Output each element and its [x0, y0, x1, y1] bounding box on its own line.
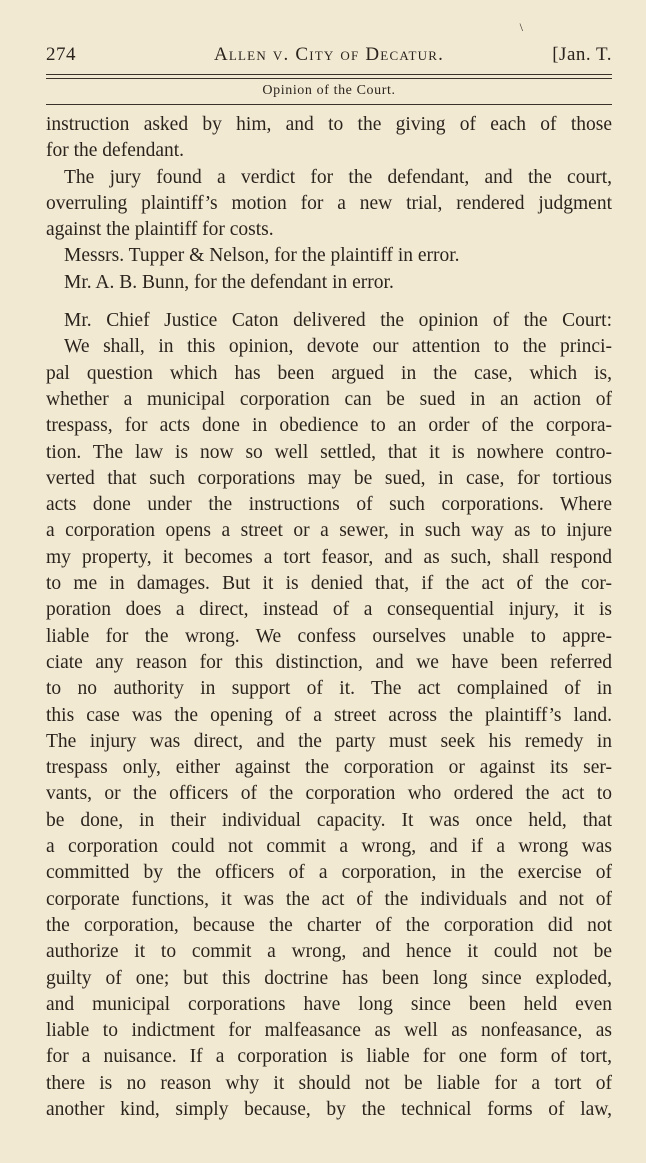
text-line: for a nuisance. If a corporation is liable for one form of tort, — [46, 1046, 612, 1068]
running-title: Allen v. City of Decatur. — [213, 44, 445, 65]
text-line: acts done under the instructions of such corporations. Where — [46, 494, 612, 516]
text-line: there is no reason why it should not be liable for a tort of — [46, 1072, 612, 1094]
text-line: pal question which has been argued in the case, which is, — [46, 362, 612, 384]
paragraph-gap — [46, 296, 612, 308]
body-text — [46, 112, 612, 1123]
margin-mark: \ — [519, 20, 523, 34]
text-line: trespass, for acts done in obedience to an order of the corpora- — [46, 415, 612, 437]
text-line: trespass only, either against the corporation or against its ser- — [46, 757, 612, 779]
text-line: verted that such corporations may be sued, in case, for tortious — [46, 467, 612, 489]
subheader-rule — [46, 104, 612, 105]
text-line: vants, or the officers of the corporation who ordered the act to — [46, 783, 612, 805]
text-line: my property, it becomes a tort feasor, and as such, shall respond — [46, 546, 612, 568]
text-line: We shall, in this opinion, devote our attention to the princi- — [64, 336, 612, 358]
text-line: committed by the officers of a corporation, in the exercise of — [46, 862, 612, 884]
text-line: to no authority in support of it. The act complained of in — [46, 678, 612, 700]
text-line: whether a municipal corporation can be sued in an action of — [46, 388, 612, 410]
text-line: authorize it to commit a wrong, and hence it could not be — [46, 941, 612, 963]
text-line: the corporation, because the charter of the corporation did not — [46, 914, 612, 936]
text-line: and municipal corporations have long since been held even — [46, 993, 612, 1015]
running-header — [46, 44, 612, 74]
text-line: overruling plaintiff’s motion for a new trial, rendered judgment — [46, 192, 612, 214]
text-line: another kind, simply because, by the technical forms of law, — [46, 1098, 612, 1120]
text-line: be done, in their individual capacity. It was once held, that — [46, 809, 612, 831]
text-line: Messrs. Tupper & Nelson, for the plaintiff in error. — [64, 245, 460, 267]
section-subheader: Opinion of the Court. — [262, 83, 396, 98]
text-line: ciate any reason for this distinction, and we have been referred — [46, 651, 612, 673]
text-line: a corporation could not commit a wrong, and if a wrong was — [46, 836, 612, 858]
term-label: [Jan. T. — [552, 44, 612, 65]
text-line: liable to indictment for malfeasance as well as nonfeasance, as — [46, 1020, 612, 1042]
text-line: liable for the wrong. We confess ourselves unable to appre- — [46, 625, 612, 647]
text-line: tion. The law is now so well settled, that it is nowhere contro- — [46, 441, 612, 463]
text-line: to me in damages. But it is denied that, if the act of the cor- — [46, 573, 612, 595]
text-line: poration does a direct, instead of a consequential injury, it is — [46, 599, 612, 621]
text-line: instruction asked by him, and to the giving of each of those — [46, 114, 612, 135]
header-rule — [46, 74, 612, 79]
text-line: corporate functions, it was the act of the individuals and not of — [46, 888, 612, 910]
text-line: The injury was direct, and the party must seek his remedy in — [46, 730, 612, 752]
text-line: this case was the opening of a street across the plaintiff’s land. — [46, 704, 612, 726]
text-line: for the defendant. — [46, 140, 185, 162]
text-line: against the plaintiff for costs. — [46, 219, 274, 241]
text-line: Mr. A. B. Bunn, for the defendant in error. — [64, 271, 394, 293]
text-line: The jury found a verdict for the defendant, and the court, — [64, 166, 612, 188]
text-line: Mr. Chief Justice Caton delivered the opinion of the Court: — [64, 310, 612, 332]
text-line: guilty of one; but this doctrine has been long since exploded, — [46, 967, 612, 989]
page-number: 274 — [46, 44, 76, 65]
text-line: a corporation opens a street or a sewer, in such way as to injure — [46, 520, 612, 542]
